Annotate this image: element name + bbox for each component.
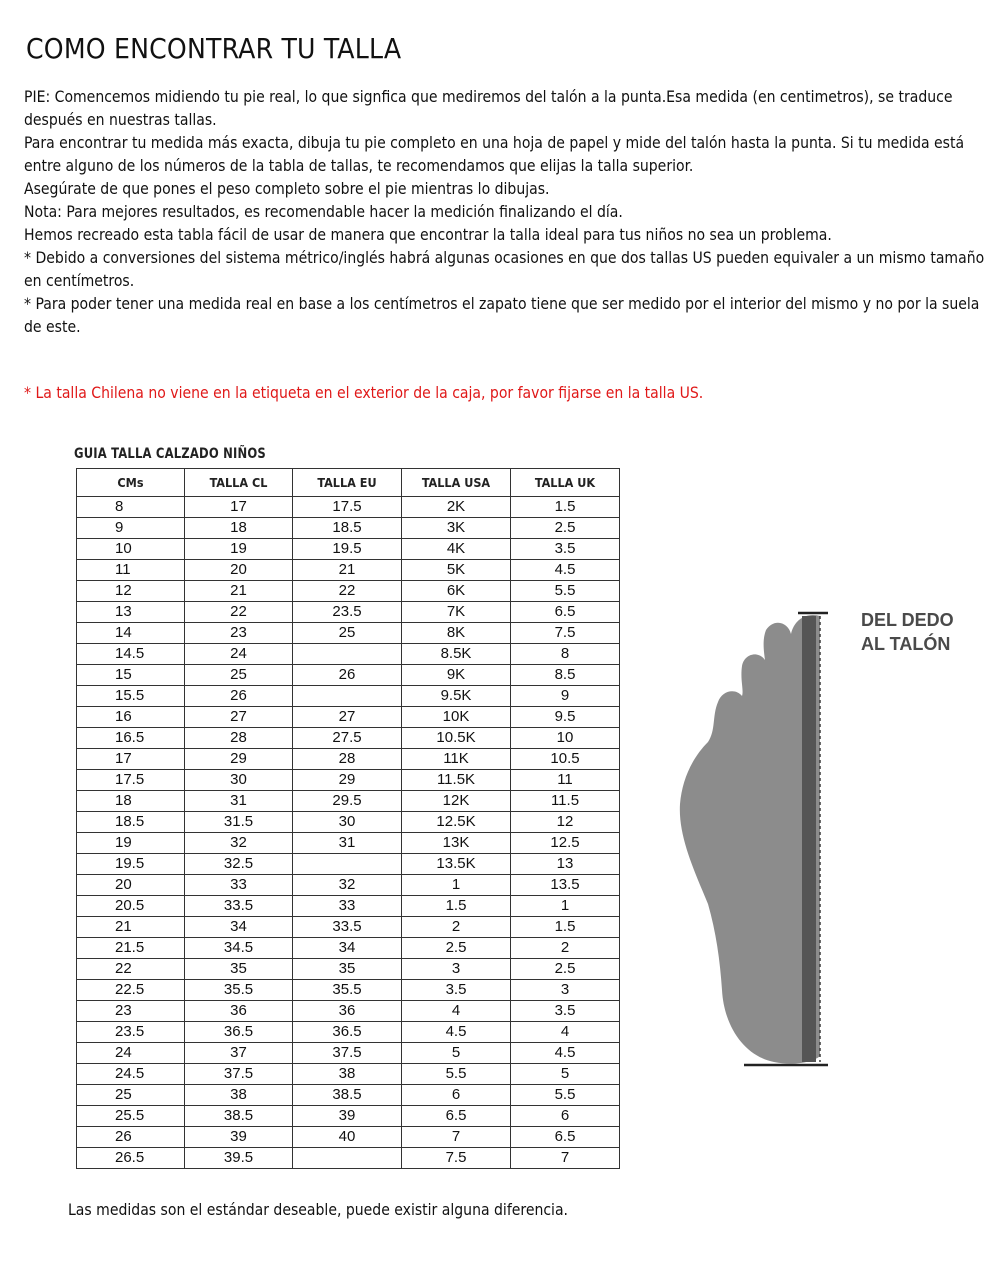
cell-cms: 25.5 — [77, 1106, 185, 1127]
cell-talla-cl: 25 — [185, 665, 293, 686]
cell-talla-eu: 28 — [293, 749, 402, 770]
cell-talla-usa: 10.5K — [402, 728, 511, 749]
table-row — [77, 854, 620, 875]
table-row — [77, 1148, 620, 1169]
cell-talla-cl: 17 — [185, 497, 293, 518]
cell-talla-cl: 39.5 — [185, 1148, 293, 1169]
cell-cms: 23.5 — [77, 1022, 185, 1043]
cell-talla-eu: 40 — [293, 1127, 402, 1148]
intro-paragraph: PIE: Comencemos midiendo tu pie real, lo que signfica que mediremos del talón a la punta.Esa medida (en centimetros), se traduce después en nuestras tallas. — [24, 88, 953, 129]
cell-talla-uk: 12.5 — [511, 833, 620, 854]
header-talla-cl: TALLA CL — [185, 469, 293, 497]
cell-talla-eu: 32 — [293, 875, 402, 896]
cell-cms: 17 — [77, 749, 185, 770]
cell-talla-usa: 1.5 — [402, 896, 511, 917]
cell-talla-usa: 2K — [402, 497, 511, 518]
cell-talla-uk: 8 — [511, 644, 620, 665]
header-cms: CMs — [77, 469, 185, 497]
cell-talla-usa: 11K — [402, 749, 511, 770]
cell-talla-uk: 7.5 — [511, 623, 620, 644]
size-table-body — [77, 497, 620, 1169]
cell-talla-cl: 18 — [185, 518, 293, 539]
table-row — [77, 1043, 620, 1064]
cell-cms: 15 — [77, 665, 185, 686]
cell-talla-usa: 2.5 — [402, 938, 511, 959]
cell-talla-uk: 2 — [511, 938, 620, 959]
cell-cms: 10 — [77, 539, 185, 560]
cell-talla-cl: 33 — [185, 875, 293, 896]
cell-cms: 14 — [77, 623, 185, 644]
cell-talla-uk: 11.5 — [511, 791, 620, 812]
cell-talla-cl: 32.5 — [185, 854, 293, 875]
table-row — [77, 1064, 620, 1085]
cell-cms: 26 — [77, 1127, 185, 1148]
cell-talla-cl: 34 — [185, 917, 293, 938]
measure-bar — [802, 616, 816, 1062]
cell-talla-eu: 33 — [293, 896, 402, 917]
cell-talla-eu: 27 — [293, 707, 402, 728]
table-row — [77, 1127, 620, 1148]
cell-talla-eu — [293, 644, 402, 665]
cell-talla-eu: 35.5 — [293, 980, 402, 1001]
table-row — [77, 749, 620, 770]
cell-talla-cl: 31.5 — [185, 812, 293, 833]
cell-talla-usa: 6.5 — [402, 1106, 511, 1127]
cell-talla-cl: 22 — [185, 602, 293, 623]
header-talla-eu: TALLA EU — [293, 469, 402, 497]
cell-talla-usa: 5 — [402, 1043, 511, 1064]
intro-paragraph: Asegúrate de que pones el peso completo sobre el pie mientras lo dibujas. — [24, 180, 550, 198]
cell-talla-uk: 1 — [511, 896, 620, 917]
cell-talla-usa: 6K — [402, 581, 511, 602]
header-talla-uk: TALLA UK — [511, 469, 620, 497]
cell-cms: 26.5 — [77, 1148, 185, 1169]
cell-talla-usa: 9K — [402, 665, 511, 686]
cell-talla-eu: 29.5 — [293, 791, 402, 812]
table-row — [77, 1001, 620, 1022]
intro-text — [24, 86, 989, 339]
cell-talla-eu: 36 — [293, 1001, 402, 1022]
cell-talla-uk: 4 — [511, 1022, 620, 1043]
table-row — [77, 497, 620, 518]
cell-talla-eu: 37.5 — [293, 1043, 402, 1064]
cell-cms: 24 — [77, 1043, 185, 1064]
table-row — [77, 1085, 620, 1106]
cell-talla-eu: 31 — [293, 833, 402, 854]
cell-talla-uk: 1.5 — [511, 497, 620, 518]
cell-talla-eu: 30 — [293, 812, 402, 833]
cell-talla-uk: 6.5 — [511, 602, 620, 623]
cell-cms: 17.5 — [77, 770, 185, 791]
cell-talla-uk: 10 — [511, 728, 620, 749]
cell-talla-uk: 5.5 — [511, 1085, 620, 1106]
table-row — [77, 896, 620, 917]
cell-talla-cl: 33.5 — [185, 896, 293, 917]
cell-talla-uk: 7 — [511, 1148, 620, 1169]
table-row — [77, 707, 620, 728]
cell-talla-cl: 36 — [185, 1001, 293, 1022]
cell-talla-usa: 7K — [402, 602, 511, 623]
cell-talla-eu — [293, 686, 402, 707]
cell-cms: 23 — [77, 1001, 185, 1022]
cell-talla-uk: 11 — [511, 770, 620, 791]
cell-cms: 8 — [77, 497, 185, 518]
cell-talla-uk: 4.5 — [511, 1043, 620, 1064]
cell-talla-usa: 5.5 — [402, 1064, 511, 1085]
cell-cms: 13 — [77, 602, 185, 623]
cell-talla-uk: 9 — [511, 686, 620, 707]
cell-talla-cl: 27 — [185, 707, 293, 728]
cell-talla-cl: 26 — [185, 686, 293, 707]
cell-talla-cl: 30 — [185, 770, 293, 791]
cell-talla-cl: 36.5 — [185, 1022, 293, 1043]
cell-talla-usa: 5K — [402, 560, 511, 581]
cell-talla-usa: 8.5K — [402, 644, 511, 665]
cell-talla-eu: 17.5 — [293, 497, 402, 518]
cell-talla-uk: 13 — [511, 854, 620, 875]
cell-cms: 11 — [77, 560, 185, 581]
cell-talla-uk: 2.5 — [511, 518, 620, 539]
cell-talla-eu: 27.5 — [293, 728, 402, 749]
footnote: Las medidas son el estándar deseable, puede existir alguna diferencia. — [68, 1201, 569, 1219]
cell-talla-usa: 7.5 — [402, 1148, 511, 1169]
table-row — [77, 1022, 620, 1043]
cell-talla-cl: 24 — [185, 644, 293, 665]
cell-cms: 25 — [77, 1085, 185, 1106]
cell-talla-eu: 23.5 — [293, 602, 402, 623]
foot-silhouette — [680, 615, 820, 1064]
cell-cms: 19.5 — [77, 854, 185, 875]
header-talla-usa: TALLA USA — [402, 469, 511, 497]
intro-paragraph: * Para poder tener una medida real en base a los centímetros el zapato tiene que ser medido por el interior del mismo y no por la suela de este. — [24, 295, 980, 336]
table-row — [77, 644, 620, 665]
intro-paragraph: Nota: Para mejores resultados, es recomendable hacer la medición finalizando el día. — [24, 203, 623, 221]
cell-talla-uk: 8.5 — [511, 665, 620, 686]
cell-talla-uk: 12 — [511, 812, 620, 833]
measure-label — [861, 608, 954, 656]
cell-talla-uk: 6 — [511, 1106, 620, 1127]
table-row — [77, 917, 620, 938]
cell-talla-cl: 34.5 — [185, 938, 293, 959]
cell-cms: 22 — [77, 959, 185, 980]
cell-talla-uk: 9.5 — [511, 707, 620, 728]
table-row — [77, 623, 620, 644]
cell-talla-uk: 10.5 — [511, 749, 620, 770]
cell-talla-cl: 35 — [185, 959, 293, 980]
cell-talla-cl: 39 — [185, 1127, 293, 1148]
cell-talla-usa: 8K — [402, 623, 511, 644]
cell-talla-usa: 4 — [402, 1001, 511, 1022]
cell-talla-usa: 3K — [402, 518, 511, 539]
cell-talla-eu — [293, 854, 402, 875]
cell-cms: 18.5 — [77, 812, 185, 833]
cell-talla-usa: 9.5K — [402, 686, 511, 707]
cell-talla-usa: 13K — [402, 833, 511, 854]
cell-talla-eu: 25 — [293, 623, 402, 644]
cell-cms: 22.5 — [77, 980, 185, 1001]
cell-talla-usa: 4K — [402, 539, 511, 560]
cell-talla-uk: 6.5 — [511, 1127, 620, 1148]
cell-talla-eu: 26 — [293, 665, 402, 686]
cell-talla-cl: 38.5 — [185, 1106, 293, 1127]
cell-talla-usa: 1 — [402, 875, 511, 896]
table-row — [77, 581, 620, 602]
cell-talla-cl: 23 — [185, 623, 293, 644]
cell-talla-eu: 22 — [293, 581, 402, 602]
cell-talla-eu: 36.5 — [293, 1022, 402, 1043]
cell-talla-usa: 3.5 — [402, 980, 511, 1001]
cell-talla-usa: 10K — [402, 707, 511, 728]
cell-talla-cl: 35.5 — [185, 980, 293, 1001]
chile-size-warning: * La talla Chilena no viene en la etiqueta en el exterior de la caja, por favor fijarse en la talla US. — [24, 384, 704, 402]
cell-talla-cl: 28 — [185, 728, 293, 749]
cell-talla-eu: 18.5 — [293, 518, 402, 539]
cell-cms: 21 — [77, 917, 185, 938]
cell-cms: 12 — [77, 581, 185, 602]
cell-talla-uk: 13.5 — [511, 875, 620, 896]
table-row — [77, 602, 620, 623]
cell-talla-eu — [293, 1148, 402, 1169]
table-row — [77, 980, 620, 1001]
table-row — [77, 539, 620, 560]
cell-cms: 20 — [77, 875, 185, 896]
table-row — [77, 686, 620, 707]
table-row — [77, 518, 620, 539]
cell-talla-usa: 2 — [402, 917, 511, 938]
cell-talla-usa: 13.5K — [402, 854, 511, 875]
cell-cms: 16 — [77, 707, 185, 728]
cell-talla-eu: 29 — [293, 770, 402, 791]
cell-cms: 19 — [77, 833, 185, 854]
cell-talla-eu: 21 — [293, 560, 402, 581]
table-row — [77, 833, 620, 854]
cell-talla-uk: 5.5 — [511, 581, 620, 602]
cell-cms: 18 — [77, 791, 185, 812]
measure-label-line: DEL DEDO — [861, 610, 954, 630]
cell-talla-uk: 1.5 — [511, 917, 620, 938]
cell-talla-uk: 3 — [511, 980, 620, 1001]
cell-cms: 9 — [77, 518, 185, 539]
cell-cms: 21.5 — [77, 938, 185, 959]
cell-talla-cl: 37.5 — [185, 1064, 293, 1085]
table-row — [77, 959, 620, 980]
cell-cms: 15.5 — [77, 686, 185, 707]
cell-cms: 16.5 — [77, 728, 185, 749]
size-table — [76, 468, 620, 1169]
table-row — [77, 560, 620, 581]
cell-talla-eu: 34 — [293, 938, 402, 959]
table-row — [77, 1106, 620, 1127]
cell-talla-usa: 7 — [402, 1127, 511, 1148]
cell-talla-eu: 35 — [293, 959, 402, 980]
cell-talla-usa: 11.5K — [402, 770, 511, 791]
cell-talla-cl: 20 — [185, 560, 293, 581]
page-title: COMO ENCONTRAR TU TALLA — [26, 32, 402, 65]
cell-cms: 24.5 — [77, 1064, 185, 1085]
cell-talla-usa: 6 — [402, 1085, 511, 1106]
cell-talla-usa: 4.5 — [402, 1022, 511, 1043]
intro-paragraph: Hemos recreado esta tabla fácil de usar de manera que encontrar la talla ideal para tus niños no sea un problema. — [24, 226, 832, 244]
measure-label-line: AL TALÓN — [861, 634, 951, 654]
cell-talla-cl: 31 — [185, 791, 293, 812]
table-row — [77, 791, 620, 812]
cell-talla-usa: 12.5K — [402, 812, 511, 833]
table-title: GUIA TALLA CALZADO NIÑOS — [74, 446, 266, 462]
cell-talla-eu: 38 — [293, 1064, 402, 1085]
foot-diagram — [670, 598, 970, 1078]
cell-cms: 20.5 — [77, 896, 185, 917]
cell-talla-cl: 19 — [185, 539, 293, 560]
cell-talla-usa: 3 — [402, 959, 511, 980]
cell-talla-cl: 38 — [185, 1085, 293, 1106]
cell-talla-uk: 5 — [511, 1064, 620, 1085]
table-row — [77, 728, 620, 749]
intro-paragraph: * Debido a conversiones del sistema métrico/inglés habrá algunas ocasiones en que dos tallas US pueden equivaler a un mismo tamaño en centímetros. — [24, 249, 985, 290]
cell-talla-uk: 2.5 — [511, 959, 620, 980]
cell-talla-uk: 4.5 — [511, 560, 620, 581]
cell-talla-cl: 29 — [185, 749, 293, 770]
table-header-row — [77, 469, 620, 497]
cell-talla-eu: 19.5 — [293, 539, 402, 560]
cell-talla-eu: 33.5 — [293, 917, 402, 938]
cell-talla-cl: 32 — [185, 833, 293, 854]
table-row — [77, 938, 620, 959]
cell-talla-eu: 39 — [293, 1106, 402, 1127]
cell-talla-usa: 12K — [402, 791, 511, 812]
table-row — [77, 665, 620, 686]
cell-talla-uk: 3.5 — [511, 539, 620, 560]
intro-paragraph: Para encontrar tu medida más exacta, dibuja tu pie completo en una hoja de papel y mide del talón hasta la punta. Si tu medida está entre alguno de los números de la tabla de tallas, te recomendamos que elijas la talla superior. — [24, 134, 965, 175]
cell-talla-cl: 37 — [185, 1043, 293, 1064]
table-row — [77, 812, 620, 833]
cell-talla-cl: 21 — [185, 581, 293, 602]
table-row — [77, 770, 620, 791]
cell-talla-uk: 3.5 — [511, 1001, 620, 1022]
cell-talla-eu: 38.5 — [293, 1085, 402, 1106]
table-row — [77, 875, 620, 896]
cell-cms: 14.5 — [77, 644, 185, 665]
